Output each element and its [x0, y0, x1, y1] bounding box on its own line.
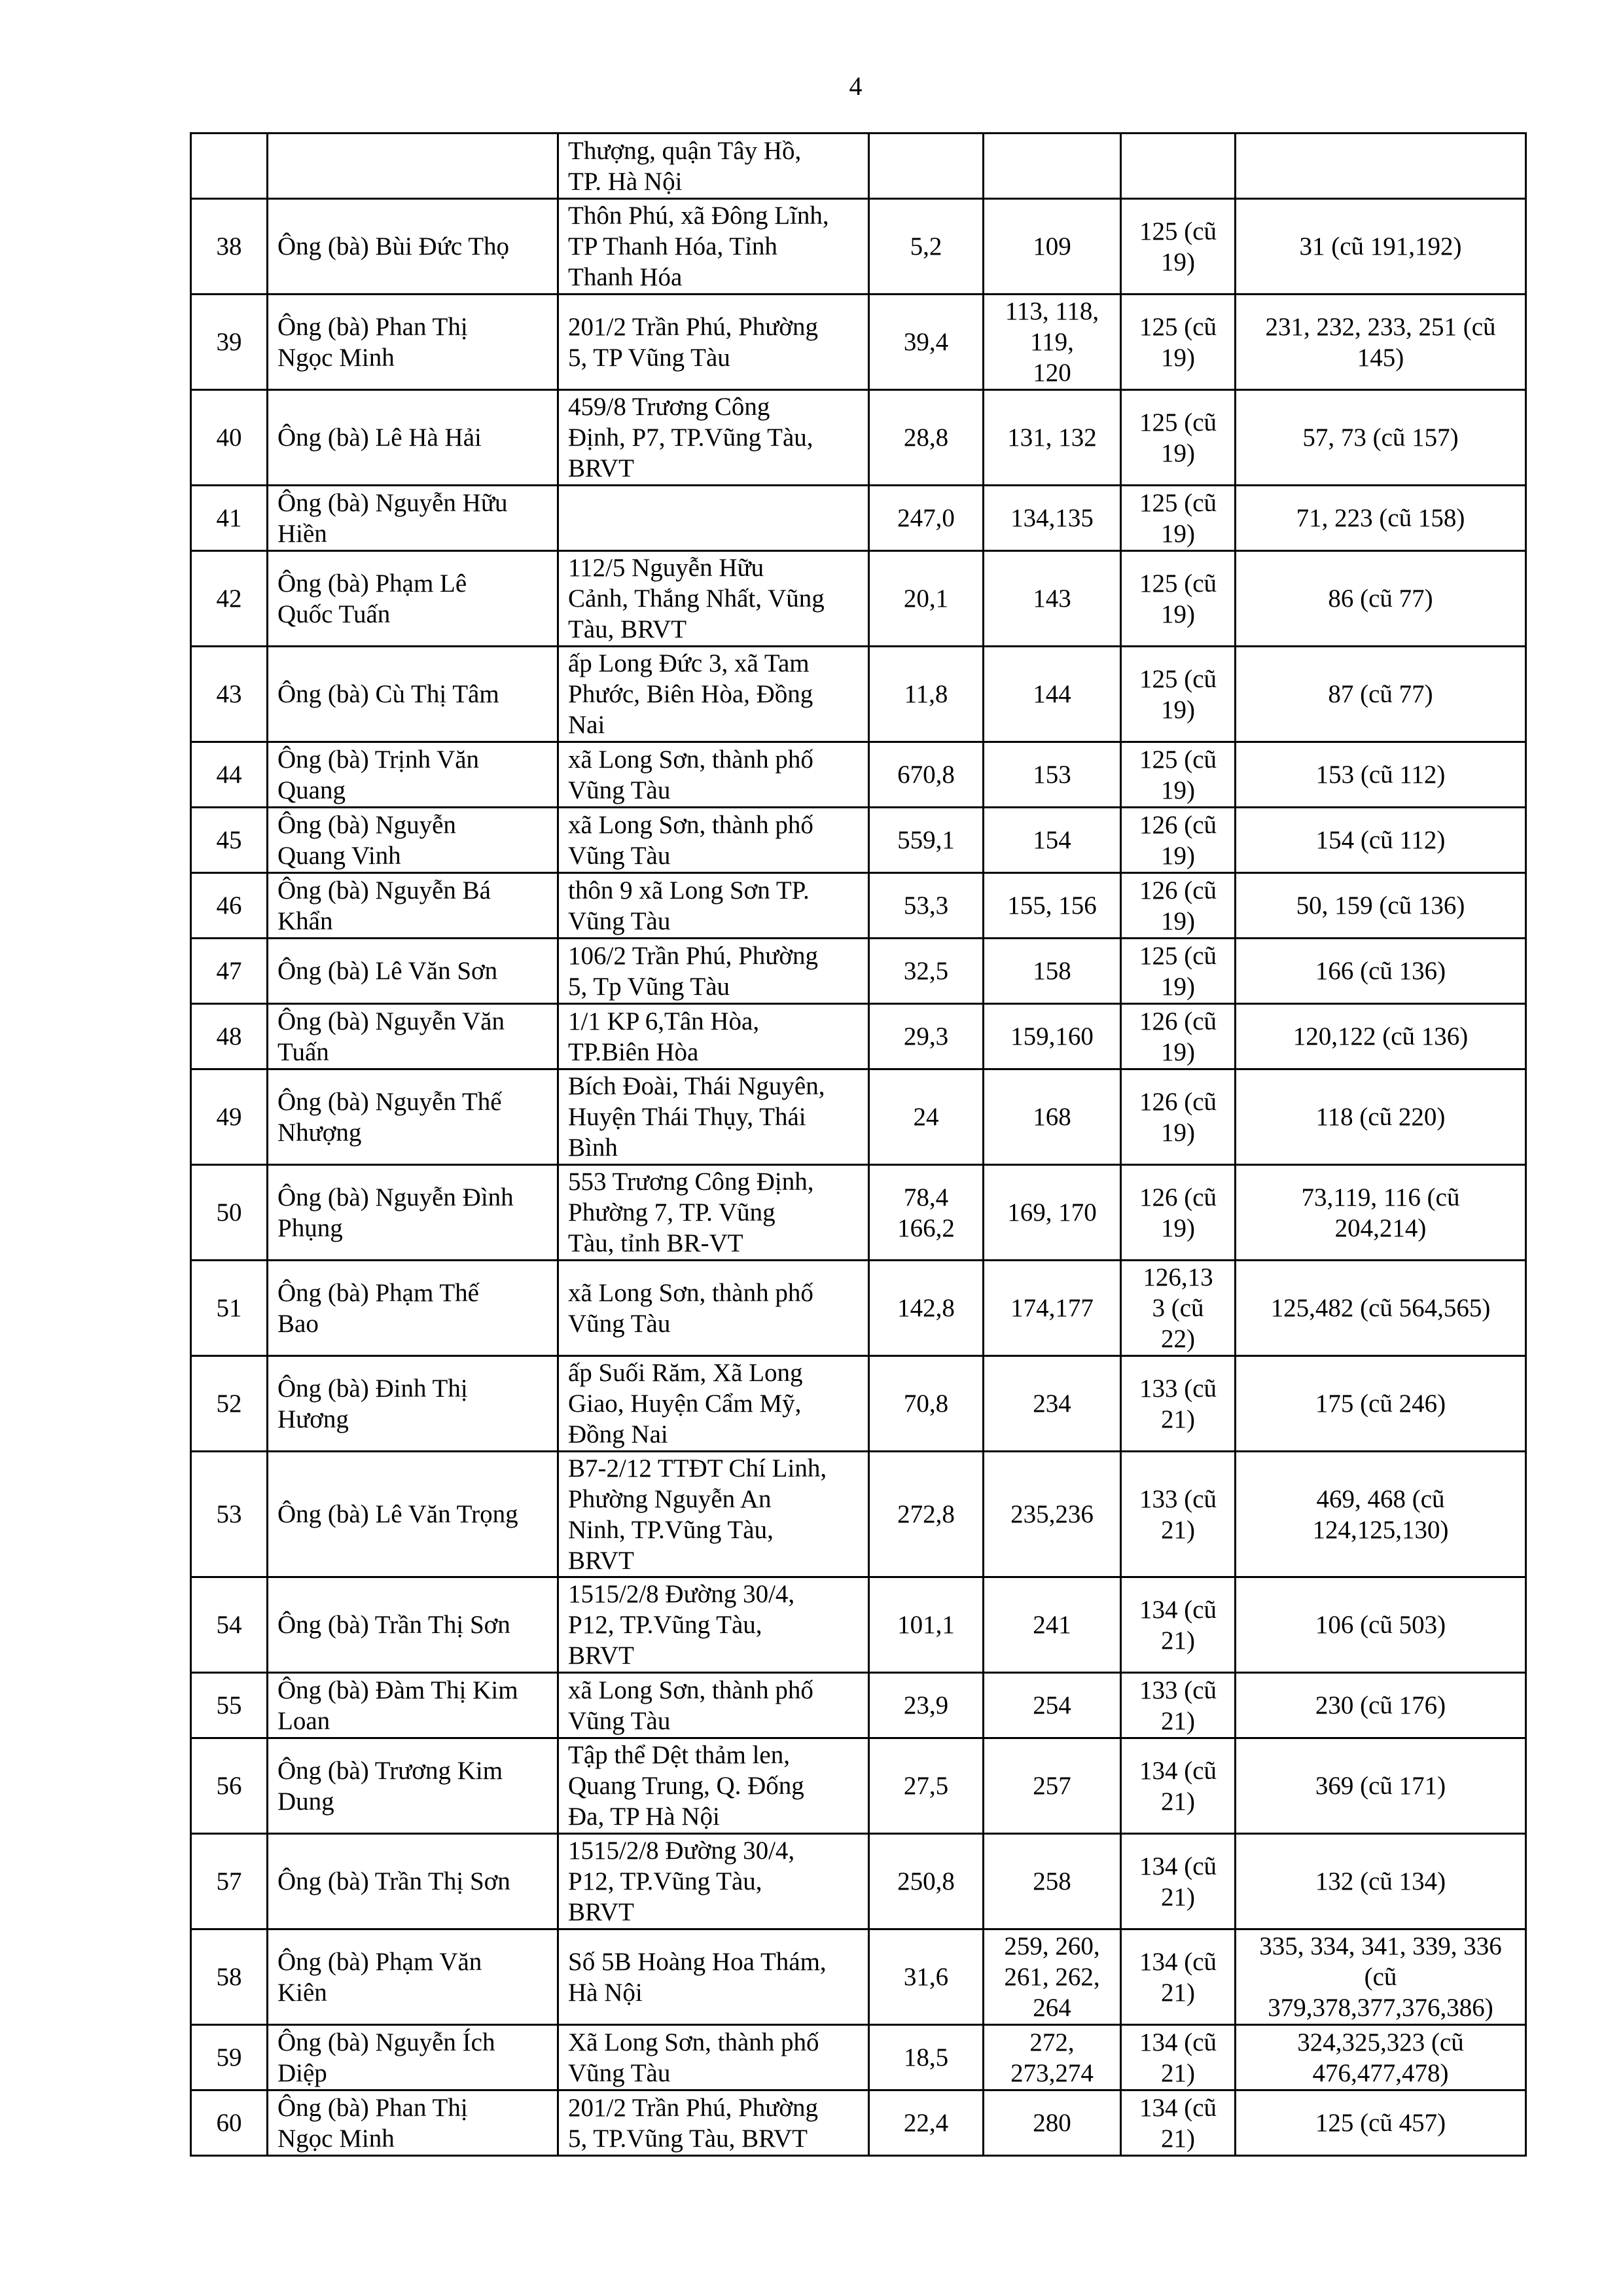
old-plot-numbers-cell: 120,122 (cũ 136)	[1236, 1004, 1526, 1069]
address-cell: Tập thể Dệt thảm len, Quang Trung, Q. Đống Đa, TP Hà Nội	[558, 1738, 869, 1834]
plot-numbers-cell: 272, 273,274	[984, 2025, 1121, 2090]
old-plot-numbers-cell: 125 (cũ 457)	[1236, 2090, 1526, 2156]
old-plot-numbers-cell: 31 (cũ 191,192)	[1236, 199, 1526, 295]
area-cell: 70,8	[869, 1356, 984, 1452]
area-cell: 78,4 166,2	[869, 1165, 984, 1261]
address-cell: 201/2 Trần Phú, Phường 5, TP.Vũng Tàu, BRVT	[558, 2090, 869, 2156]
table-row	[191, 1452, 1526, 1577]
row-number-cell: 42	[191, 551, 268, 647]
map-sheet-cell: 126 (cũ 19)	[1121, 1069, 1236, 1165]
owner-name-cell: Ông (bà) Nguyễn Văn Tuấn	[268, 1004, 558, 1069]
map-sheet-cell: 134 (cũ 21)	[1121, 1834, 1236, 1929]
owner-name-cell: Ông (bà) Nguyễn Ích Diệp	[268, 2025, 558, 2090]
owner-name-cell: Ông (bà) Đàm Thị Kim Loan	[268, 1673, 558, 1738]
map-sheet-cell: 134 (cũ 21)	[1121, 2090, 1236, 2156]
table-row	[191, 742, 1526, 808]
address-cell: 201/2 Trần Phú, Phường 5, TP Vũng Tàu	[558, 295, 869, 390]
row-number-cell: 38	[191, 199, 268, 295]
plot-numbers-cell: 258	[984, 1834, 1121, 1929]
area-cell: 247,0	[869, 486, 984, 551]
address-cell: Xã Long Sơn, thành phố Vũng Tàu	[558, 2025, 869, 2090]
plot-numbers-cell: 168	[984, 1069, 1121, 1165]
table-row	[191, 2090, 1526, 2156]
row-number-cell: 44	[191, 742, 268, 808]
old-plot-numbers-cell: 106 (cũ 503)	[1236, 1577, 1526, 1673]
address-cell: 112/5 Nguyễn Hữu Cảnh, Thắng Nhất, Vũng Tàu, BRVT	[558, 551, 869, 647]
old-plot-numbers-cell: 324,325,323 (cũ 476,477,478)	[1236, 2025, 1526, 2090]
row-number-cell: 55	[191, 1673, 268, 1738]
area-cell: 29,3	[869, 1004, 984, 1069]
row-number-cell: 48	[191, 1004, 268, 1069]
owner-name-cell: Ông (bà) Phạm Lê Quốc Tuấn	[268, 551, 558, 647]
area-cell: 142,8	[869, 1261, 984, 1356]
plot-numbers-cell: 155, 156	[984, 873, 1121, 939]
plot-numbers-cell: 235,236	[984, 1452, 1121, 1577]
area-cell: 559,1	[869, 808, 984, 873]
old-plot-numbers-cell: 57, 73 (cũ 157)	[1236, 390, 1526, 486]
owner-name-cell: Ông (bà) Phạm Thế Bao	[268, 1261, 558, 1356]
owner-name-cell: Ông (bà) Lê Hà Hải	[268, 390, 558, 486]
plot-numbers-cell: 234	[984, 1356, 1121, 1452]
owner-name-cell: Ông (bà) Bùi Đức Thọ	[268, 199, 558, 295]
table-row	[191, 1577, 1526, 1673]
table-row	[191, 1834, 1526, 1929]
address-cell: xã Long Sơn, thành phố Vũng Tàu	[558, 1261, 869, 1356]
row-number-cell: 39	[191, 295, 268, 390]
owner-name-cell: Ông (bà) Nguyễn Hữu Hiền	[268, 486, 558, 551]
owner-name-cell: Ông (bà) Phan Thị Ngọc Minh	[268, 2090, 558, 2156]
land-table	[190, 132, 1527, 2157]
row-number-cell: 46	[191, 873, 268, 939]
old-plot-numbers-cell: 231, 232, 233, 251 (cũ 145)	[1236, 295, 1526, 390]
table-row	[191, 486, 1526, 551]
map-sheet-cell: 125 (cũ 19)	[1121, 939, 1236, 1004]
plot-numbers-cell: 280	[984, 2090, 1121, 2156]
page-number: 4	[849, 71, 863, 101]
address-cell: ấp Suối Răm, Xã Long Giao, Huyện Cẩm Mỹ, Đồng Nai	[558, 1356, 869, 1452]
row-number-cell: 41	[191, 486, 268, 551]
area-cell: 24	[869, 1069, 984, 1165]
map-sheet-cell: 134 (cũ 21)	[1121, 1738, 1236, 1834]
map-sheet-cell: 126 (cũ 19)	[1121, 1004, 1236, 1069]
old-plot-numbers-cell: 469, 468 (cũ 124,125,130)	[1236, 1452, 1526, 1577]
map-sheet-cell: 134 (cũ 21)	[1121, 1929, 1236, 2025]
plot-numbers-cell: 109	[984, 199, 1121, 295]
row-number-cell: 52	[191, 1356, 268, 1452]
owner-name-cell: Ông (bà) Trương Kim Dung	[268, 1738, 558, 1834]
row-number-cell: 49	[191, 1069, 268, 1165]
plot-numbers-cell: 153	[984, 742, 1121, 808]
row-number-cell: 60	[191, 2090, 268, 2156]
table-row	[191, 390, 1526, 486]
area-cell: 101,1	[869, 1577, 984, 1673]
owner-name-cell: Ông (bà) Phạm Văn Kiên	[268, 1929, 558, 2025]
row-number-cell: 47	[191, 939, 268, 1004]
area-cell: 670,8	[869, 742, 984, 808]
address-cell: xã Long Sơn, thành phố Vũng Tàu	[558, 742, 869, 808]
table-row	[191, 1738, 1526, 1834]
owner-name-cell: Ông (bà) Trần Thị Sơn	[268, 1834, 558, 1929]
old-plot-numbers-cell: 87 (cũ 77)	[1236, 647, 1526, 742]
table-row	[191, 1929, 1526, 2025]
map-sheet-cell: 134 (cũ 21)	[1121, 1577, 1236, 1673]
plot-numbers-cell: 113, 118, 119, 120	[984, 295, 1121, 390]
map-sheet-cell: 125 (cũ 19)	[1121, 486, 1236, 551]
table-row	[191, 199, 1526, 295]
old-plot-numbers-cell: 125,482 (cũ 564,565)	[1236, 1261, 1526, 1356]
owner-name-cell: Ông (bà) Trần Thị Sơn	[268, 1577, 558, 1673]
area-cell: 18,5	[869, 2025, 984, 2090]
row-number-cell: 59	[191, 2025, 268, 2090]
old-plot-numbers-cell: 230 (cũ 176)	[1236, 1673, 1526, 1738]
map-sheet-cell: 126,13 3 (cũ 22)	[1121, 1261, 1236, 1356]
map-sheet-cell: 133 (cũ 21)	[1121, 1356, 1236, 1452]
plot-numbers-cell: 257	[984, 1738, 1121, 1834]
table-row	[191, 1165, 1526, 1261]
owner-name-cell: Ông (bà) Nguyễn Quang Vinh	[268, 808, 558, 873]
area-cell: 27,5	[869, 1738, 984, 1834]
area-cell: 39,4	[869, 295, 984, 390]
table-row	[191, 1069, 1526, 1165]
plot-numbers-cell: 254	[984, 1673, 1121, 1738]
map-sheet-cell	[1121, 134, 1236, 199]
old-plot-numbers-cell: 50, 159 (cũ 136)	[1236, 873, 1526, 939]
plot-numbers-cell: 259, 260, 261, 262, 264	[984, 1929, 1121, 2025]
address-cell: xã Long Sơn, thành phố Vũng Tàu	[558, 808, 869, 873]
address-cell: 1515/2/8 Đường 30/4, P12, TP.Vũng Tàu, BRVT	[558, 1577, 869, 1673]
address-cell	[558, 486, 869, 551]
plot-numbers-cell	[984, 134, 1121, 199]
address-cell: ấp Long Đức 3, xã Tam Phước, Biên Hòa, Đồng Nai	[558, 647, 869, 742]
address-cell: Thượng, quận Tây Hồ, TP. Hà Nội	[558, 134, 869, 199]
owner-name-cell: Ông (bà) Trịnh Văn Quang	[268, 742, 558, 808]
row-number-cell: 43	[191, 647, 268, 742]
plot-numbers-cell: 174,177	[984, 1261, 1121, 1356]
area-cell: 53,3	[869, 873, 984, 939]
table-row	[191, 1004, 1526, 1069]
table-row	[191, 939, 1526, 1004]
map-sheet-cell: 125 (cũ 19)	[1121, 647, 1236, 742]
area-cell	[869, 134, 984, 199]
row-number-cell: 45	[191, 808, 268, 873]
old-plot-numbers-cell: 73,119, 116 (cũ 204,214)	[1236, 1165, 1526, 1261]
plot-numbers-cell: 144	[984, 647, 1121, 742]
area-cell: 11,8	[869, 647, 984, 742]
address-cell: 1/1 KP 6,Tân Hòa, TP.Biên Hòa	[558, 1004, 869, 1069]
old-plot-numbers-cell: 369 (cũ 171)	[1236, 1738, 1526, 1834]
area-cell: 28,8	[869, 390, 984, 486]
address-cell: 1515/2/8 Đường 30/4, P12, TP.Vũng Tàu, BRVT	[558, 1834, 869, 1929]
map-sheet-cell: 125 (cũ 19)	[1121, 295, 1236, 390]
table-row	[191, 873, 1526, 939]
map-sheet-cell: 134 (cũ 21)	[1121, 2025, 1236, 2090]
map-sheet-cell: 125 (cũ 19)	[1121, 551, 1236, 647]
row-number-cell: 53	[191, 1452, 268, 1577]
area-cell: 23,9	[869, 1673, 984, 1738]
table-row	[191, 1356, 1526, 1452]
address-cell: 106/2 Trần Phú, Phường 5, Tp Vũng Tàu	[558, 939, 869, 1004]
map-sheet-cell: 125 (cũ 19)	[1121, 390, 1236, 486]
old-plot-numbers-cell: 132 (cũ 134)	[1236, 1834, 1526, 1929]
owner-name-cell: Ông (bà) Nguyễn Bá Khẩn	[268, 873, 558, 939]
old-plot-numbers-cell: 175 (cũ 246)	[1236, 1356, 1526, 1452]
plot-numbers-cell: 169, 170	[984, 1165, 1121, 1261]
row-number-cell: 51	[191, 1261, 268, 1356]
plot-numbers-cell: 241	[984, 1577, 1121, 1673]
address-cell: 459/8 Trương Công Định, P7, TP.Vũng Tàu, BRVT	[558, 390, 869, 486]
owner-name-cell: Ông (bà) Đinh Thị Hương	[268, 1356, 558, 1452]
address-cell: xã Long Sơn, thành phố Vũng Tàu	[558, 1673, 869, 1738]
area-cell: 20,1	[869, 551, 984, 647]
old-plot-numbers-cell: 335, 334, 341, 339, 336 (cũ 379,378,377,376,386)	[1236, 1929, 1526, 2025]
plot-numbers-cell: 159,160	[984, 1004, 1121, 1069]
area-cell: 32,5	[869, 939, 984, 1004]
area-cell: 250,8	[869, 1834, 984, 1929]
row-number-cell: 54	[191, 1577, 268, 1673]
owner-name-cell: Ông (bà) Phan Thị Ngọc Minh	[268, 295, 558, 390]
map-sheet-cell: 125 (cũ 19)	[1121, 742, 1236, 808]
row-number-cell	[191, 134, 268, 199]
table-row	[191, 134, 1526, 199]
map-sheet-cell: 133 (cũ 21)	[1121, 1673, 1236, 1738]
owner-name-cell	[268, 134, 558, 199]
owner-name-cell: Ông (bà) Nguyễn Thế Nhượng	[268, 1069, 558, 1165]
address-cell: Bích Đoài, Thái Nguyên, Huyện Thái Thụy, Thái Bình	[558, 1069, 869, 1165]
address-cell: Số 5B Hoàng Hoa Thám, Hà Nội	[558, 1929, 869, 2025]
map-sheet-cell: 126 (cũ 19)	[1121, 873, 1236, 939]
table-row	[191, 295, 1526, 390]
old-plot-numbers-cell: 118 (cũ 220)	[1236, 1069, 1526, 1165]
address-cell: B7-2/12 TTĐT Chí Linh, Phường Nguyễn An Ninh, TP.Vũng Tàu, BRVT	[558, 1452, 869, 1577]
area-cell: 31,6	[869, 1929, 984, 2025]
old-plot-numbers-cell	[1236, 134, 1526, 199]
address-cell: thôn 9 xã Long Sơn TP. Vũng Tàu	[558, 873, 869, 939]
plot-numbers-cell: 131, 132	[984, 390, 1121, 486]
old-plot-numbers-cell: 153 (cũ 112)	[1236, 742, 1526, 808]
old-plot-numbers-cell: 86 (cũ 77)	[1236, 551, 1526, 647]
row-number-cell: 56	[191, 1738, 268, 1834]
table-row	[191, 647, 1526, 742]
plot-numbers-cell: 134,135	[984, 486, 1121, 551]
address-cell: Thôn Phú, xã Đông Lĩnh, TP Thanh Hóa, Tỉnh Thanh Hóa	[558, 199, 869, 295]
owner-name-cell: Ông (bà) Lê Văn Trọng	[268, 1452, 558, 1577]
map-sheet-cell: 126 (cũ 19)	[1121, 1165, 1236, 1261]
area-cell: 5,2	[869, 199, 984, 295]
row-number-cell: 58	[191, 1929, 268, 2025]
plot-numbers-cell: 158	[984, 939, 1121, 1004]
row-number-cell: 40	[191, 390, 268, 486]
address-cell: 553 Trương Công Định, Phường 7, TP. Vũng Tàu, tỉnh BR-VT	[558, 1165, 869, 1261]
owner-name-cell: Ông (bà) Lê Văn Sơn	[268, 939, 558, 1004]
old-plot-numbers-cell: 71, 223 (cũ 158)	[1236, 486, 1526, 551]
table-row	[191, 1673, 1526, 1738]
table-row	[191, 808, 1526, 873]
map-sheet-cell: 126 (cũ 19)	[1121, 808, 1236, 873]
plot-numbers-cell: 143	[984, 551, 1121, 647]
area-cell: 272,8	[869, 1452, 984, 1577]
owner-name-cell: Ông (bà) Cù Thị Tâm	[268, 647, 558, 742]
plot-numbers-cell: 154	[984, 808, 1121, 873]
table-row	[191, 551, 1526, 647]
old-plot-numbers-cell: 154 (cũ 112)	[1236, 808, 1526, 873]
table-row	[191, 1261, 1526, 1356]
table-row	[191, 2025, 1526, 2090]
old-plot-numbers-cell: 166 (cũ 136)	[1236, 939, 1526, 1004]
area-cell: 22,4	[869, 2090, 984, 2156]
owner-name-cell: Ông (bà) Nguyễn Đình Phụng	[268, 1165, 558, 1261]
map-sheet-cell: 133 (cũ 21)	[1121, 1452, 1236, 1577]
map-sheet-cell: 125 (cũ 19)	[1121, 199, 1236, 295]
row-number-cell: 50	[191, 1165, 268, 1261]
row-number-cell: 57	[191, 1834, 268, 1929]
